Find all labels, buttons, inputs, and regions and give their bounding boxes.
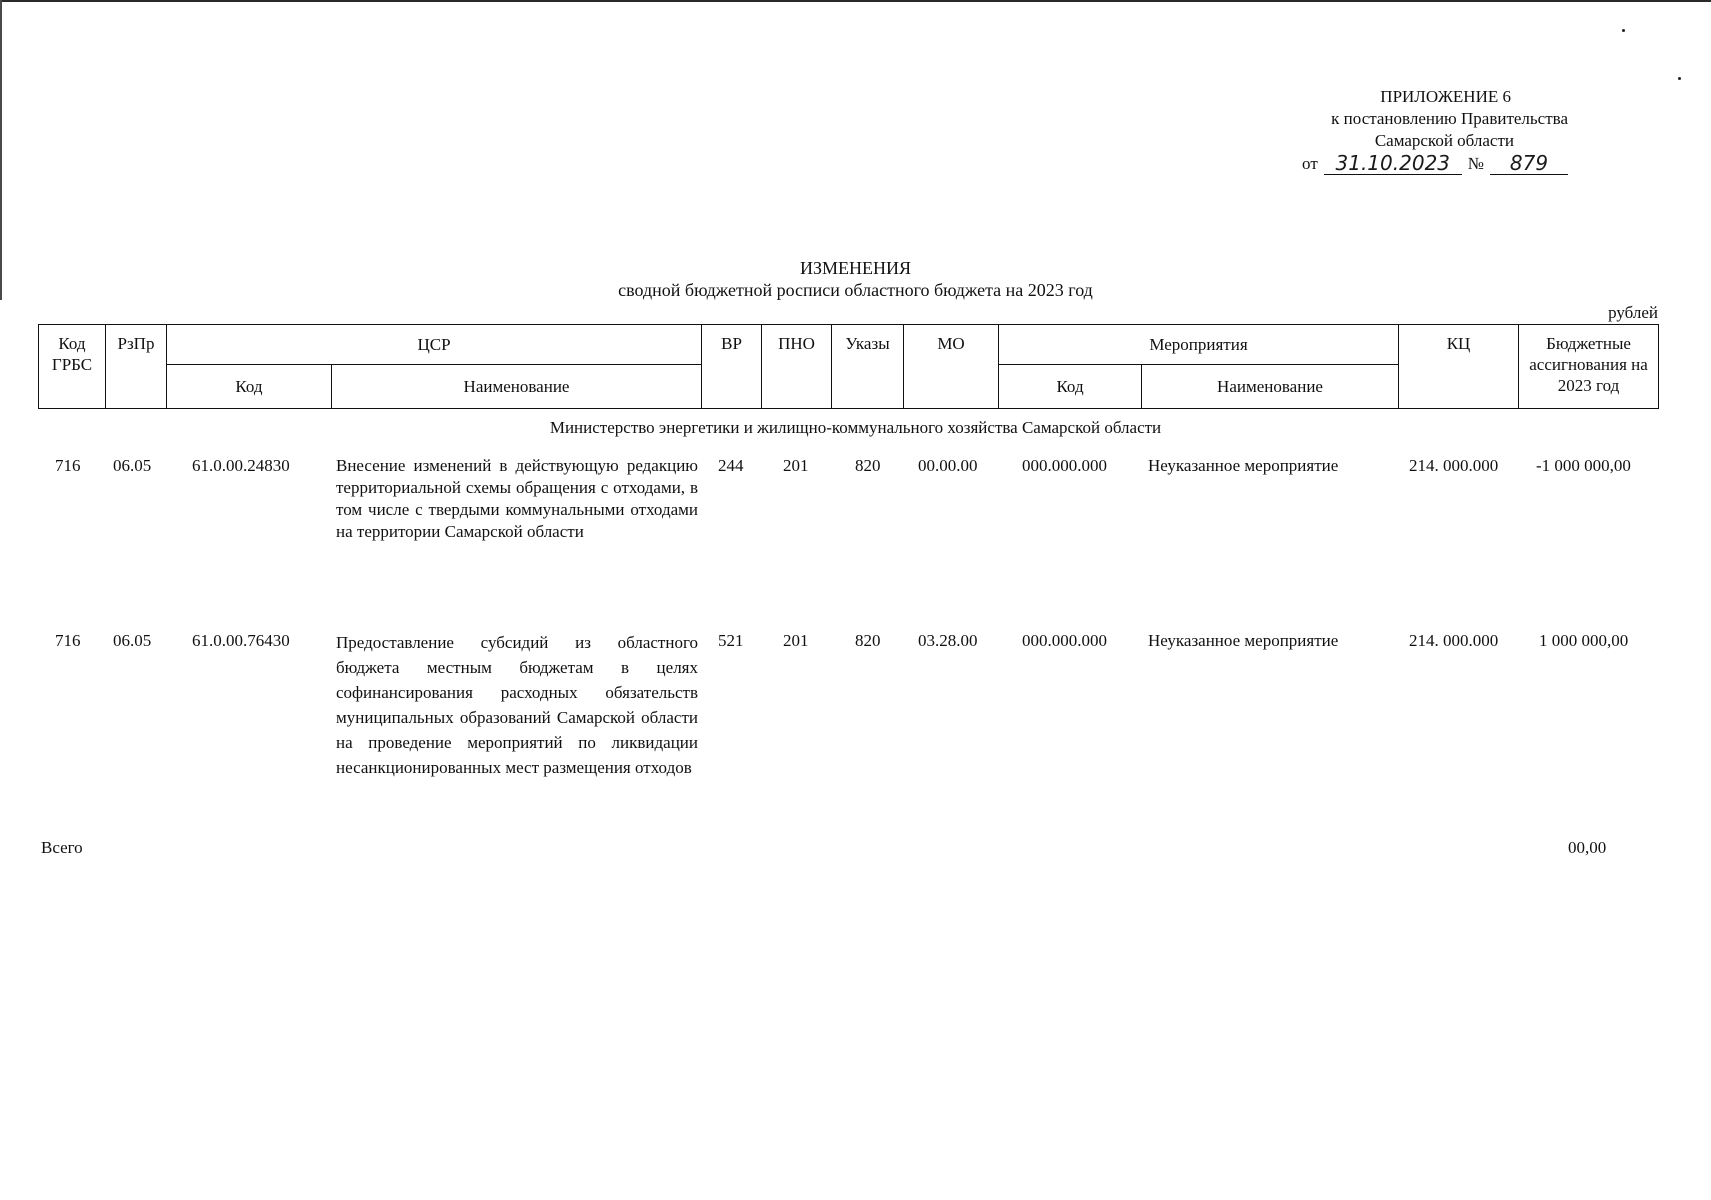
- cell-ukazy: 820: [855, 456, 881, 475]
- header-vr: ВР: [702, 325, 762, 409]
- header-kc: КЦ: [1399, 325, 1519, 409]
- title-line-1: ИЗМЕНЕНИЯ: [799, 258, 911, 278]
- ministry-heading: Министерство энергетики и жилищно-коммунального хозяйства Самарской области: [549, 418, 1162, 437]
- cell-amount: 1 000 000,00: [1539, 631, 1629, 650]
- scan-edge-left: [0, 0, 2, 300]
- header-events-code: Код: [999, 365, 1142, 409]
- scan-speck: [1678, 77, 1681, 80]
- header-events-name: Наименование: [1142, 365, 1399, 409]
- header-ukazy: Указы: [832, 325, 904, 409]
- cell-vr: 244: [718, 456, 744, 475]
- cell-event-name: Неуказанное мероприятие: [1148, 631, 1339, 650]
- appendix-line-resolution: к постановлению Правительства: [1331, 109, 1568, 128]
- header-csr-code: Код: [167, 365, 332, 409]
- cell-mo: 03.28.00: [918, 631, 978, 650]
- appendix-heading: ПРИЛОЖЕНИЕ 6: [1380, 87, 1511, 106]
- handwritten-date: 31.10.2023: [1324, 152, 1462, 175]
- appendix-block: [1228, 86, 1568, 175]
- number-prefix: №: [1467, 154, 1484, 173]
- cell-pno: 201: [783, 456, 809, 475]
- header-rzpr: РзПр: [106, 325, 167, 409]
- appendix-date-number-line: [1228, 152, 1568, 175]
- total-label: Всего: [41, 838, 83, 857]
- cell-vr: 521: [718, 631, 744, 650]
- total-value: 00,00: [1568, 838, 1607, 857]
- cell-rzpr: 06.05: [113, 456, 152, 475]
- cell-rzpr: 06.05: [113, 631, 152, 650]
- header-csr-name: Наименование: [332, 365, 702, 409]
- cell-csr-code: 61.0.00.24830: [192, 456, 290, 475]
- header-allocations: Бюджетные ассигнования на 2023 год: [1519, 325, 1659, 409]
- cell-event-code: 000.000.000: [1022, 631, 1107, 650]
- cell-csr-name: Предоставление субсидий из областного бюджета местным бюджетам в целях софинансирования расходных обязательств муниципальных образований Самарской области на проведение мероприятий по ликвидации несанкционированных мест размещения отходов: [336, 633, 698, 777]
- cell-mo: 00.00.00: [918, 456, 978, 475]
- cell-event-code: 000.000.000: [1022, 456, 1107, 475]
- cell-csr-code: 61.0.00.76430: [192, 631, 290, 650]
- table-row: [38, 455, 1658, 655]
- cell-grbs: 716: [55, 456, 81, 475]
- cell-pno: 201: [783, 631, 809, 650]
- table-row: [38, 630, 1658, 830]
- scan-edge-top: [0, 0, 1711, 2]
- appendix-line-region: Самарской области: [1374, 131, 1514, 150]
- date-prefix: от: [1302, 154, 1318, 173]
- header-mo: МО: [904, 325, 999, 409]
- header-events: Мероприятия: [999, 325, 1399, 365]
- cell-csr-name: Внесение изменений в действующую редакцию территориальной схемы обращения с отходами, в том числе с твердыми коммунальными отходами на территории Самарской области: [336, 456, 698, 541]
- units-label: рублей: [1608, 303, 1658, 322]
- handwritten-number: 879: [1490, 152, 1568, 175]
- budget-table-header: [38, 324, 1659, 409]
- cell-amount: -1 000 000,00: [1536, 456, 1631, 475]
- cell-grbs: 716: [55, 631, 81, 650]
- header-grbs-code: Код ГРБС: [39, 325, 106, 409]
- cell-kc: 214. 000.000: [1409, 456, 1499, 475]
- document-title: [0, 257, 1711, 301]
- cell-event-name: Неуказанное мероприятие: [1148, 456, 1339, 475]
- title-line-2: сводной бюджетной росписи областного бюджета на 2023 год: [618, 280, 1093, 300]
- header-pno: ПНО: [762, 325, 832, 409]
- cell-ukazy: 820: [855, 631, 881, 650]
- header-csr: ЦСР: [167, 325, 702, 365]
- cell-kc: 214. 000.000: [1409, 631, 1499, 650]
- scan-speck: [1622, 29, 1625, 32]
